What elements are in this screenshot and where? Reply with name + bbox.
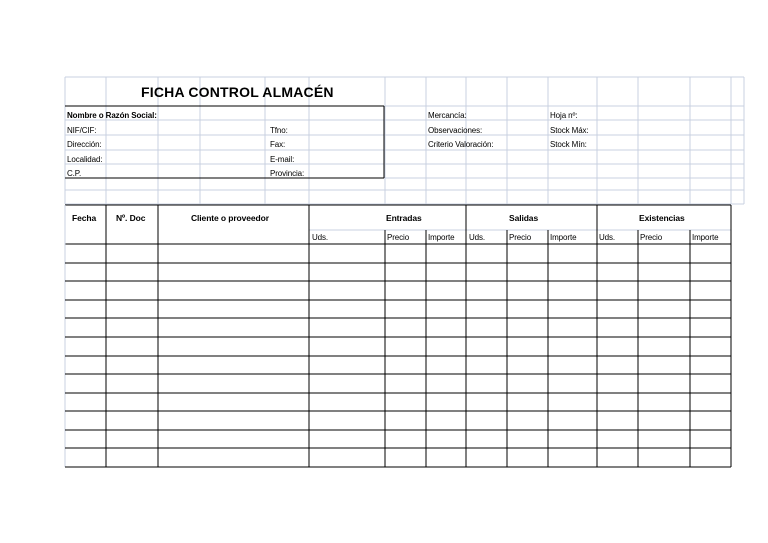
- label-direccion: Dirección:: [67, 140, 102, 149]
- label-provincia: Provincia:: [270, 169, 305, 178]
- subheader-entradas-importe: Importe: [428, 233, 455, 242]
- label-stock-min: Stock Mín:: [550, 140, 587, 149]
- label-fax: Fax:: [270, 140, 286, 149]
- subheader-existencias-uds: Uds.: [599, 233, 616, 242]
- label-localidad: Localidad:: [67, 155, 103, 164]
- subheader-salidas-importe: Importe: [550, 233, 577, 242]
- label-email: E-mail:: [270, 155, 295, 164]
- label-nombre: Nombre o Razón Social:: [67, 111, 157, 120]
- label-hoja: Hoja nº:: [550, 111, 578, 120]
- subheader-entradas-uds: Uds.: [312, 233, 329, 242]
- header-cliente: Cliente o proveedor: [191, 213, 269, 223]
- label-stock-max: Stock Máx:: [550, 126, 589, 135]
- label-cp: C.P.: [67, 169, 82, 178]
- subheader-salidas-precio: Precio: [509, 233, 532, 242]
- header-ndoc: Nº. Doc: [116, 213, 146, 223]
- subheader-entradas-precio: Precio: [387, 233, 410, 242]
- subheader-existencias-precio: Precio: [640, 233, 663, 242]
- header-salidas: Salidas: [509, 213, 539, 223]
- header-entradas: Entradas: [386, 213, 422, 223]
- label-nif: NIF/CIF:: [67, 126, 97, 135]
- subheader-existencias-importe: Importe: [692, 233, 719, 242]
- label-observaciones: Observaciones:: [428, 126, 483, 135]
- label-tfno: Tfno:: [270, 126, 288, 135]
- header-existencias: Existencias: [639, 213, 685, 223]
- label-mercancia: Mercancía:: [428, 111, 467, 120]
- header-fecha: Fecha: [72, 213, 97, 223]
- sheet-title: FICHA CONTROL ALMACÉN: [141, 84, 334, 100]
- subheader-salidas-uds: Uds.: [469, 233, 486, 242]
- label-criterio: Criterio Valoración:: [428, 140, 494, 149]
